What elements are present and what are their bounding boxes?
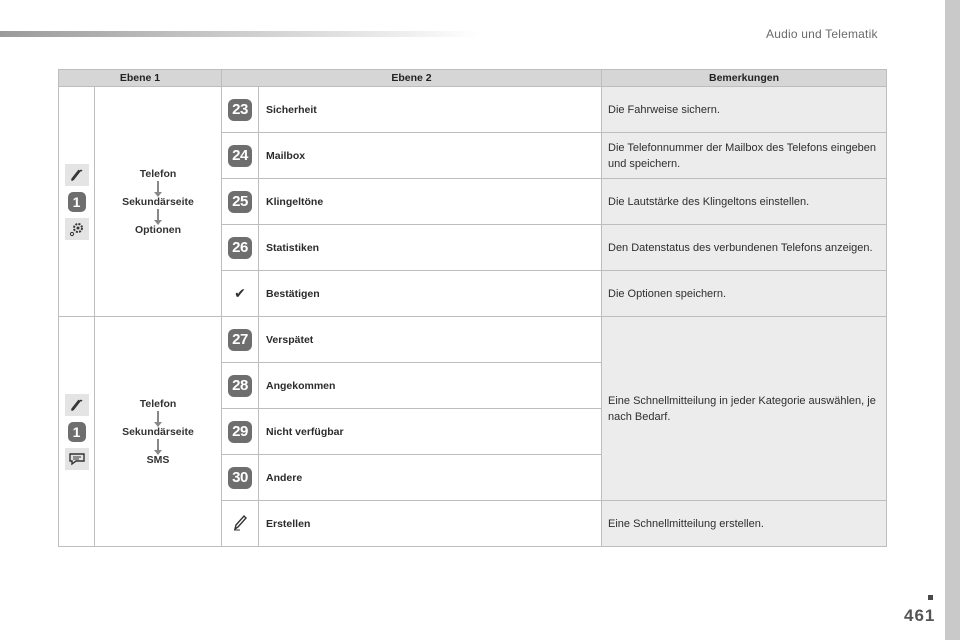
menu-item-secondary-page: Sekundärseite bbox=[122, 195, 194, 208]
shared-remark: Eine Schnellmitteilung in jeder Kategorie auswählen, je nach Bedarf. bbox=[602, 317, 887, 501]
level2-label: Andere bbox=[259, 455, 602, 501]
col-header-level1: Ebene 1 bbox=[59, 70, 222, 87]
number-badge: 30 bbox=[228, 467, 252, 489]
col-header-remarks: Bemerkungen bbox=[602, 70, 887, 87]
number-cell bbox=[222, 317, 259, 363]
level2-label: Nicht verfügbar bbox=[259, 409, 602, 455]
number-cell bbox=[222, 409, 259, 455]
message-icon bbox=[65, 448, 89, 470]
level1-badge: 1 bbox=[68, 192, 86, 212]
number-badge: 26 bbox=[228, 237, 252, 259]
settings-gear-icon bbox=[65, 218, 89, 240]
level1-icons-cell bbox=[59, 87, 95, 317]
menu-item-options: Optionen bbox=[134, 223, 182, 236]
section-title: Audio und Telematik bbox=[766, 27, 878, 41]
level2-label: Verspätet bbox=[259, 317, 602, 363]
number-cell bbox=[222, 363, 259, 409]
level1-badge: 1 bbox=[68, 422, 86, 442]
number-badge: 29 bbox=[228, 421, 252, 443]
level2-label: Klingeltöne bbox=[259, 179, 602, 225]
level2-label: Mailbox bbox=[259, 133, 602, 179]
page-marker bbox=[928, 595, 933, 600]
level1-menu-path bbox=[95, 317, 222, 547]
level2-label: Angekommen bbox=[259, 363, 602, 409]
number-cell bbox=[222, 225, 259, 271]
number-cell bbox=[222, 179, 259, 225]
level1-icons-cell bbox=[59, 317, 95, 547]
menu-item-secondary-page: Sekundärseite bbox=[122, 425, 194, 438]
pencil-icon bbox=[232, 522, 248, 534]
level2-label: Statistiken bbox=[259, 225, 602, 271]
arrow-down-icon bbox=[157, 439, 159, 451]
level2-label: Erstellen bbox=[259, 501, 602, 547]
number-badge: 25 bbox=[228, 191, 252, 213]
header-gradient-bar bbox=[0, 31, 480, 37]
page-edge-bar bbox=[945, 0, 960, 640]
level1-menu-path bbox=[95, 87, 222, 317]
remark: Die Fahrweise sichern. bbox=[602, 87, 887, 133]
remark: Eine Schnellmitteilung erstellen. bbox=[602, 501, 887, 547]
number-cell bbox=[222, 87, 259, 133]
remark: Die Lautstärke des Klingeltons einstellen. bbox=[602, 179, 887, 225]
level2-label: Bestätigen bbox=[259, 271, 602, 317]
menu-item-telefon: Telefon bbox=[139, 167, 177, 180]
menu-table bbox=[58, 69, 887, 547]
level2-label: Sicherheit bbox=[259, 87, 602, 133]
number-badge: 23 bbox=[228, 99, 252, 121]
number-cell bbox=[222, 133, 259, 179]
remark: Die Optionen speichern. bbox=[602, 271, 887, 317]
arrow-down-icon bbox=[157, 411, 159, 423]
menu-item-telefon: Telefon bbox=[139, 397, 177, 410]
menu-item-sms: SMS bbox=[146, 453, 170, 466]
number-badge: 24 bbox=[228, 145, 252, 167]
phone-icon bbox=[65, 394, 89, 416]
number-badge: 27 bbox=[228, 329, 252, 351]
number-cell bbox=[222, 455, 259, 501]
remark: Den Datenstatus des verbundenen Telefons anzeigen. bbox=[602, 225, 887, 271]
arrow-down-icon bbox=[157, 209, 159, 221]
page-number: 461 bbox=[904, 606, 936, 625]
table-row bbox=[59, 317, 887, 363]
arrow-down-icon bbox=[157, 181, 159, 193]
table-row bbox=[59, 87, 887, 133]
col-header-level2: Ebene 2 bbox=[222, 70, 602, 87]
number-cell bbox=[222, 271, 259, 317]
remark: Die Telefonnummer der Mailbox des Telefons eingeben und speichern. bbox=[602, 133, 887, 179]
number-badge: 28 bbox=[228, 375, 252, 397]
number-cell bbox=[222, 501, 259, 547]
phone-icon bbox=[65, 164, 89, 186]
checkmark-icon: ✔ bbox=[234, 285, 246, 301]
